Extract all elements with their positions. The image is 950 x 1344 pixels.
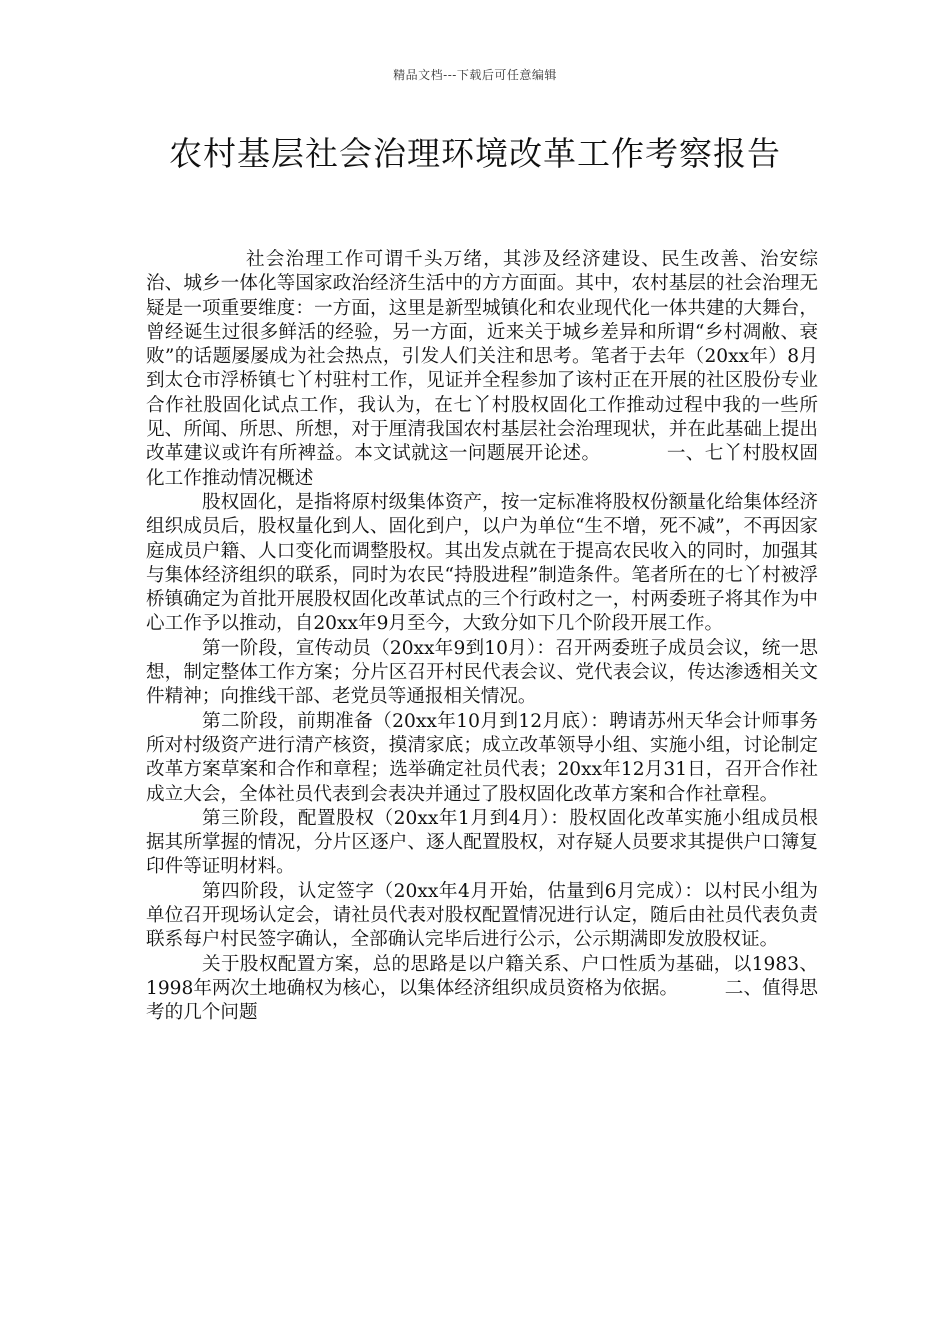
- document-body: [146, 248, 818, 1026]
- document-title: 农村基层社会治理环境改革工作考察报告: [169, 134, 781, 173]
- allocation-paragraph: [146, 953, 818, 1026]
- stage-4-paragraph: 第四阶段，认定签字（20xx年4月开始，估量到6月完成）：以村民小组为单位召开现场认定会，请社员代表对股权配置情况进行认定，随后由社员代表负责联系每户村民签字确认，全部确认完毕后进行公示，公示期满即发放股权证。: [146, 880, 818, 951]
- stage-2-paragraph: 第二阶段，前期准备（20xx年10月到12月底）：聘请苏州天华会计师事务所对村级资产进行清产核资，摸清家底；成立改革领导小组、实施小组，讨论制定改革方案草案和合作和章程；选举确定社员代表；20xx年12月31日，召开合作社成立大会，全体社员代表到会表决并通过了股权固化改革方案和合作社章程。: [146, 710, 818, 805]
- section-heading-2: 二、值得思考的几个问题: [146, 977, 818, 1024]
- intro-paragraph: [146, 248, 818, 491]
- stage-3-paragraph: 第三阶段，配置股权（20xx年1月到4月）：股权固化改革实施小组成员根据其所掌握的情况，分片区逐户、逐人配置股权，对存疑人员要求其提供户口簿复印件等证明材料。: [146, 807, 818, 878]
- stage-1-paragraph: 第一阶段，宣传动员（20xx年9到10月）：召开两委班子成员会议，统一思想，制定整体工作方案；分片区召开村民代表会议、党代表会议，传达渗透相关文件精神；向推线干部、老党员等通报相关情况。: [146, 637, 818, 708]
- header-note: 精品文档---下载后可任意编辑: [393, 68, 557, 82]
- section-heading-1: 一、七丫村股权固化工作推动情况概述: [146, 443, 818, 489]
- definition-paragraph: 股权固化，是指将原村级集体资产，按一定标准将股权份额量化给集体经济组织成员后，股权量化到人、固化到户，以户为单位“生不增，死不减”，不再因家庭成员户籍、人口变化而调整股权。其出发点就在于提高农民收入的同时，加强其与集体经济组织的联系，同时为农民“持股进程”制造条件。笔者所在的七丫村被浮桥镇确定为首批开展股权固化改革试点的三个行政村之一，村两委班子将其作为中心工作予以推动，自20xx年9月至今，大致分如下几个阶段开展工作。: [146, 491, 818, 635]
- allocation-text: 关于股权配置方案，总的思路是以户籍关系、户口性质为基础，以1983、1998年两次土地确权为核心，以集体经济组织成员资格为依据。: [146, 953, 818, 999]
- intro-text: 社会治理工作可谓千头万绪，其涉及经济建设、民生改善、治安综治、城乡一体化等国家政治经济生活中的方方面面。其中，农村基层的社会治理无疑是一项重要维度：一方面，这里是新型城镇化和农业现代化一体共建的大舞台，曾经诞生过很多鲜活的经验，另一方面，近来关于城乡差异和所谓“乡村凋敝、衰败”的话题屡屡成为社会热点，引发人们关注和思考。笔者于去年（20xx年）8月到太仓市浮桥镇七丫村驻村工作，见证并全程参加了该村正在开展的社区股份专业合作社股固化试点工作，我认为，在七丫村股权固化工作推动过程中我的一些所见、所闻、所思、所想，对于厘清我国农村基层社会治理现状，并在此基础上提出改革建议或许有所裨益。本文试就这一问题展开论述。: [146, 249, 818, 465]
